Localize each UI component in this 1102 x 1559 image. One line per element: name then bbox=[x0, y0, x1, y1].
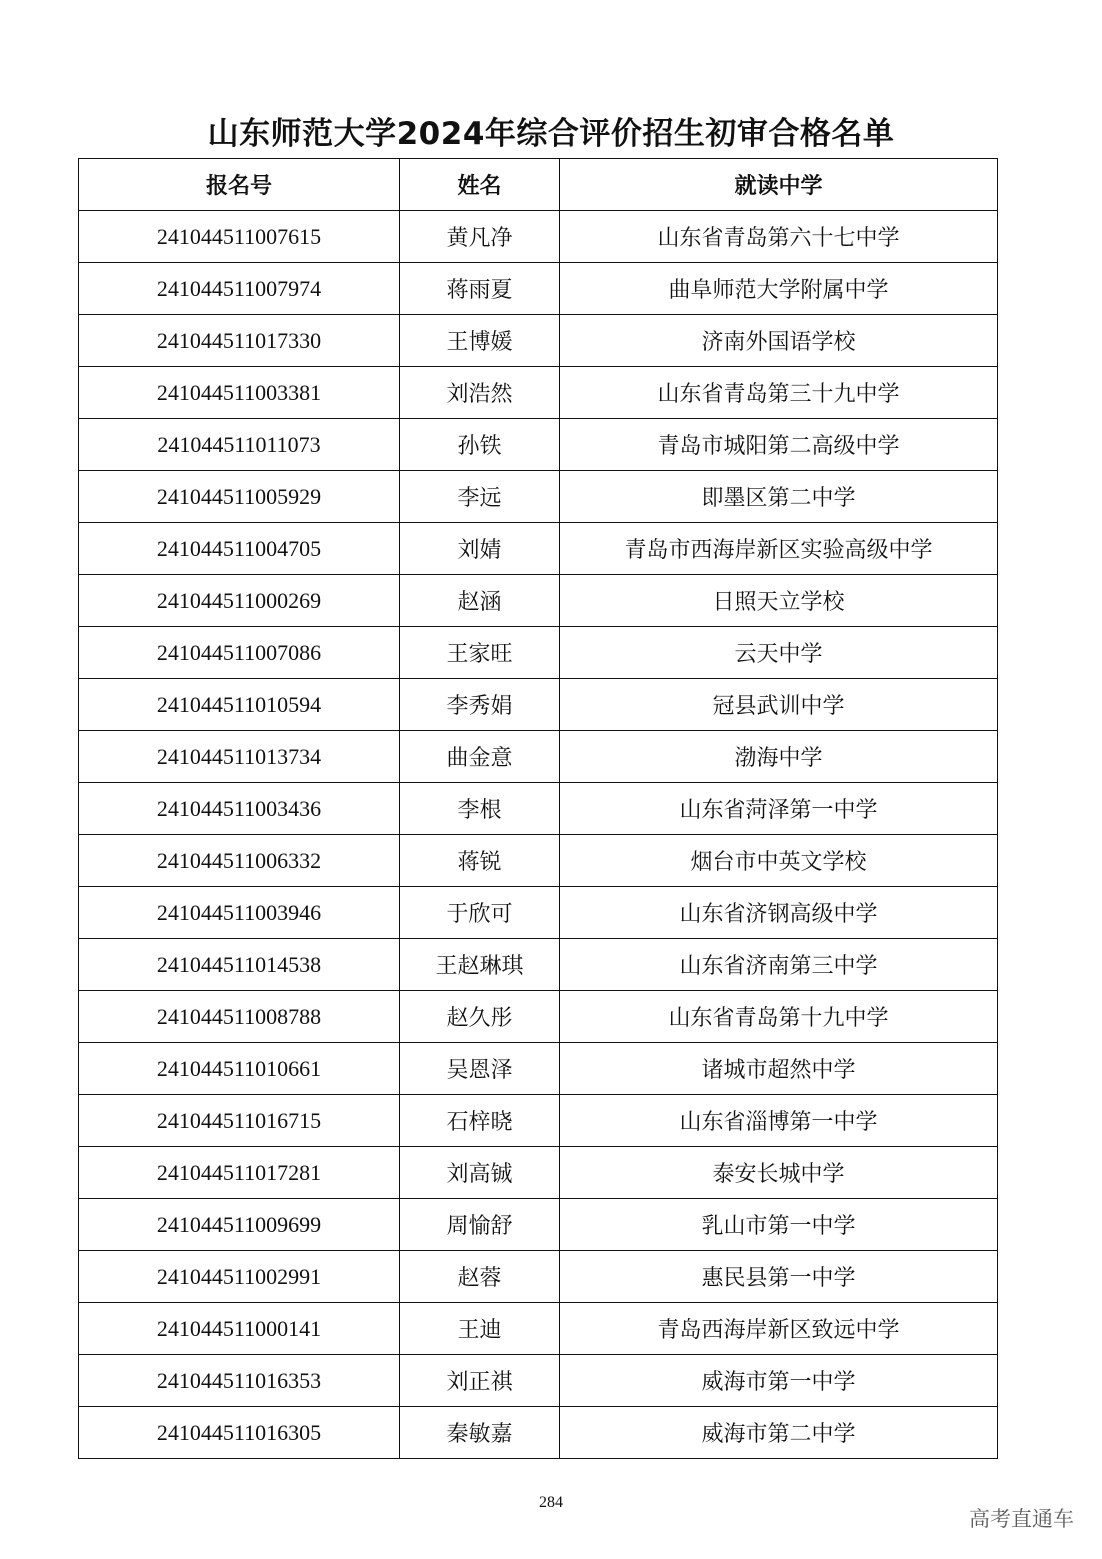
admission-list-table bbox=[78, 158, 998, 1459]
student-name-cell: 赵涵 bbox=[400, 575, 560, 627]
school-name-cell: 山东省济南第三中学 bbox=[560, 939, 998, 991]
student-name-cell: 李根 bbox=[400, 783, 560, 835]
column-header-school: 就读中学 bbox=[560, 159, 998, 211]
table-row bbox=[79, 1199, 998, 1251]
school-name-cell: 青岛市城阳第二高级中学 bbox=[560, 419, 998, 471]
table-row bbox=[79, 1043, 998, 1095]
student-name-cell: 刘高铖 bbox=[400, 1147, 560, 1199]
school-name-cell: 即墨区第二中学 bbox=[560, 471, 998, 523]
student-name-cell: 王家旺 bbox=[400, 627, 560, 679]
school-name-cell: 青岛西海岸新区致远中学 bbox=[560, 1303, 998, 1355]
student-name-cell: 赵蓉 bbox=[400, 1251, 560, 1303]
registration-number-cell: 241044511007615 bbox=[79, 211, 400, 263]
student-name-cell: 李秀娟 bbox=[400, 679, 560, 731]
registration-number-cell: 241044511000269 bbox=[79, 575, 400, 627]
registration-number-cell: 241044511003381 bbox=[79, 367, 400, 419]
student-name-cell: 吴恩泽 bbox=[400, 1043, 560, 1095]
student-name-cell: 孙铁 bbox=[400, 419, 560, 471]
watermark-text: 高考直通车 bbox=[969, 1507, 1074, 1531]
student-name-cell: 石梓晓 bbox=[400, 1095, 560, 1147]
registration-number-cell: 241044511004705 bbox=[79, 523, 400, 575]
registration-number-cell: 241044511010594 bbox=[79, 679, 400, 731]
student-name-cell: 刘婧 bbox=[400, 523, 560, 575]
school-name-cell: 青岛市西海岸新区实验高级中学 bbox=[560, 523, 998, 575]
student-name-cell: 刘正祺 bbox=[400, 1355, 560, 1407]
registration-number-cell: 241044511006332 bbox=[79, 835, 400, 887]
student-name-cell: 刘浩然 bbox=[400, 367, 560, 419]
table-row bbox=[79, 939, 998, 991]
column-header-name: 姓名 bbox=[400, 159, 560, 211]
table-body bbox=[79, 211, 998, 1459]
table-row bbox=[79, 471, 998, 523]
registration-number-cell: 241044511011073 bbox=[79, 419, 400, 471]
table-header-row bbox=[79, 159, 998, 211]
table-row bbox=[79, 367, 998, 419]
table-row bbox=[79, 887, 998, 939]
table-row bbox=[79, 1095, 998, 1147]
student-name-cell: 周愉舒 bbox=[400, 1199, 560, 1251]
school-name-cell: 诸城市超然中学 bbox=[560, 1043, 998, 1095]
student-name-cell: 曲金意 bbox=[400, 731, 560, 783]
table-row bbox=[79, 1407, 998, 1459]
school-name-cell: 烟台市中英文学校 bbox=[560, 835, 998, 887]
school-name-cell: 冠县武训中学 bbox=[560, 679, 998, 731]
registration-number-cell: 241044511016353 bbox=[79, 1355, 400, 1407]
table-row bbox=[79, 679, 998, 731]
table-row bbox=[79, 1355, 998, 1407]
table-row bbox=[79, 523, 998, 575]
registration-number-cell: 241044511007086 bbox=[79, 627, 400, 679]
registration-number-cell: 241044511009699 bbox=[79, 1199, 400, 1251]
school-name-cell: 山东省青岛第六十七中学 bbox=[560, 211, 998, 263]
table-row bbox=[79, 315, 998, 367]
school-name-cell: 惠民县第一中学 bbox=[560, 1251, 998, 1303]
table-row bbox=[79, 211, 998, 263]
school-name-cell: 渤海中学 bbox=[560, 731, 998, 783]
school-name-cell: 威海市第二中学 bbox=[560, 1407, 998, 1459]
table-row bbox=[79, 731, 998, 783]
school-name-cell: 云天中学 bbox=[560, 627, 998, 679]
registration-number-cell: 241044511008788 bbox=[79, 991, 400, 1043]
registration-number-cell: 241044511014538 bbox=[79, 939, 400, 991]
registration-number-cell: 241044511005929 bbox=[79, 471, 400, 523]
table-row bbox=[79, 835, 998, 887]
table-row bbox=[79, 1147, 998, 1199]
student-name-cell: 秦敏嘉 bbox=[400, 1407, 560, 1459]
registration-number-cell: 241044511017281 bbox=[79, 1147, 400, 1199]
student-name-cell: 王迪 bbox=[400, 1303, 560, 1355]
student-name-cell: 赵久彤 bbox=[400, 991, 560, 1043]
school-name-cell: 山东省淄博第一中学 bbox=[560, 1095, 998, 1147]
registration-number-cell: 241044511003946 bbox=[79, 887, 400, 939]
table-row bbox=[79, 419, 998, 471]
registration-number-cell: 241044511017330 bbox=[79, 315, 400, 367]
table-row bbox=[79, 991, 998, 1043]
table-row bbox=[79, 1251, 998, 1303]
registration-number-cell: 241044511013734 bbox=[79, 731, 400, 783]
registration-number-cell: 241044511002991 bbox=[79, 1251, 400, 1303]
student-name-cell: 蒋雨夏 bbox=[400, 263, 560, 315]
registration-number-cell: 241044511016305 bbox=[79, 1407, 400, 1459]
column-header-id: 报名号 bbox=[79, 159, 400, 211]
table-row bbox=[79, 575, 998, 627]
school-name-cell: 日照天立学校 bbox=[560, 575, 998, 627]
school-name-cell: 山东省青岛第三十九中学 bbox=[560, 367, 998, 419]
student-name-cell: 于欣可 bbox=[400, 887, 560, 939]
document-title: 山东师范大学2024年综合评价招生初审合格名单 bbox=[207, 116, 895, 152]
student-name-cell: 蒋锐 bbox=[400, 835, 560, 887]
student-name-cell: 王博媛 bbox=[400, 315, 560, 367]
student-name-cell: 李远 bbox=[400, 471, 560, 523]
table-row bbox=[79, 627, 998, 679]
school-name-cell: 泰安长城中学 bbox=[560, 1147, 998, 1199]
student-name-cell: 黄凡净 bbox=[400, 211, 560, 263]
table-row bbox=[79, 1303, 998, 1355]
school-name-cell: 威海市第一中学 bbox=[560, 1355, 998, 1407]
table-row bbox=[79, 783, 998, 835]
registration-number-cell: 241044511010661 bbox=[79, 1043, 400, 1095]
registration-number-cell: 241044511000141 bbox=[79, 1303, 400, 1355]
registration-number-cell: 241044511003436 bbox=[79, 783, 400, 835]
school-name-cell: 山东省菏泽第一中学 bbox=[560, 783, 998, 835]
page-number: 284 bbox=[539, 1494, 563, 1511]
school-name-cell: 山东省济钢高级中学 bbox=[560, 887, 998, 939]
table-row bbox=[79, 263, 998, 315]
registration-number-cell: 241044511016715 bbox=[79, 1095, 400, 1147]
school-name-cell: 山东省青岛第十九中学 bbox=[560, 991, 998, 1043]
student-name-cell: 王赵琳琪 bbox=[400, 939, 560, 991]
school-name-cell: 曲阜师范大学附属中学 bbox=[560, 263, 998, 315]
registration-number-cell: 241044511007974 bbox=[79, 263, 400, 315]
school-name-cell: 济南外国语学校 bbox=[560, 315, 998, 367]
school-name-cell: 乳山市第一中学 bbox=[560, 1199, 998, 1251]
